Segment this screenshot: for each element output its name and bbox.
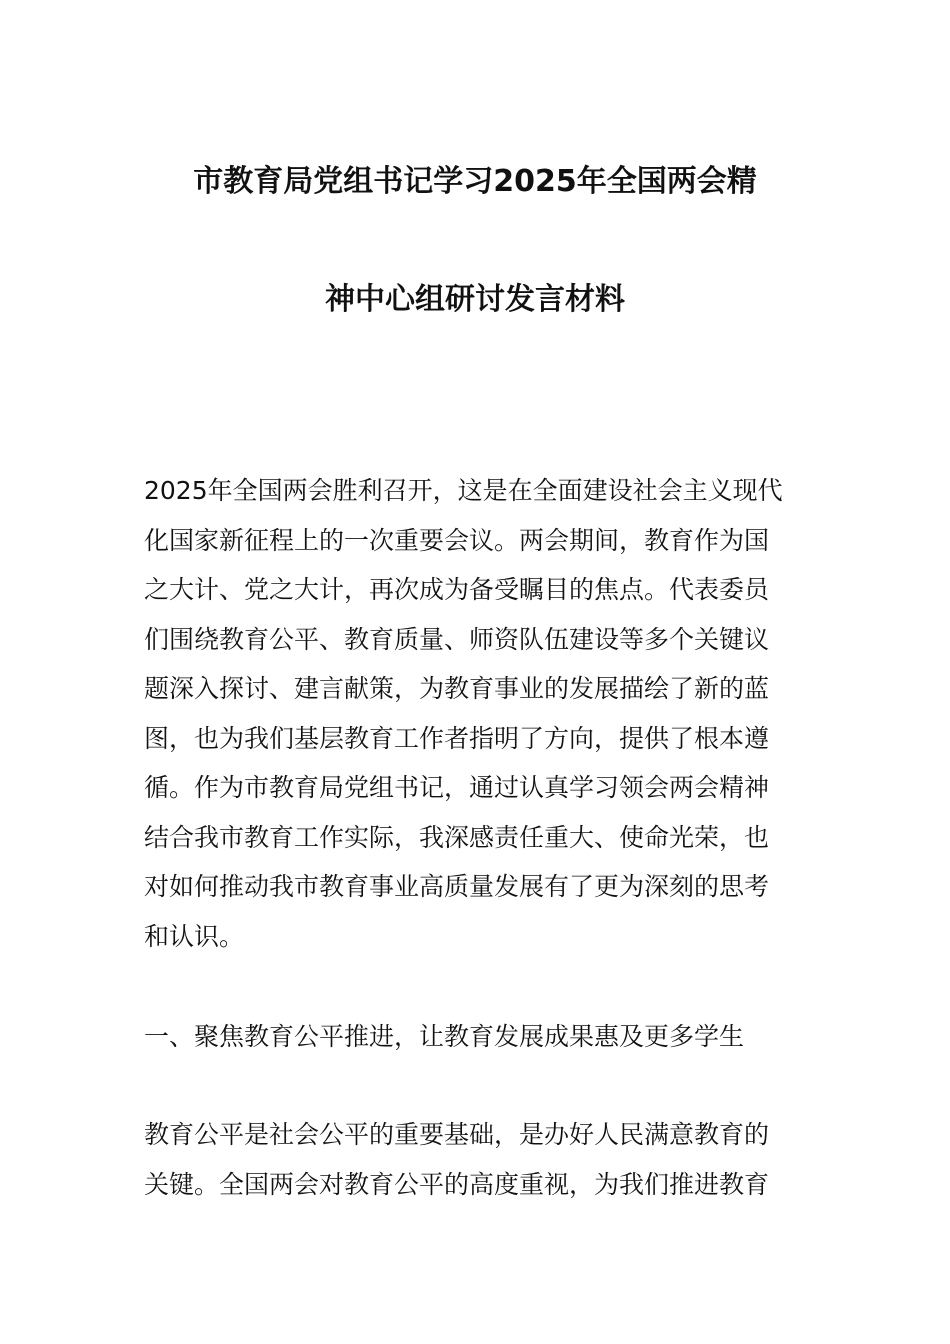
section-heading-1	[144, 1012, 809, 1062]
paragraph-line: 化国家新征程上的一次重要会议。两会期间，教育作为国	[144, 525, 770, 555]
document-title-line-2: 神中心组研讨发言材料	[325, 282, 625, 317]
paragraph-line: 2025年全国两会胜利召开，这是在全面建设社会主义现代	[144, 476, 783, 505]
section-heading-text: 一、聚焦教育公平推进，让教育发展成果惠及更多学生	[144, 1022, 745, 1051]
paragraph-line: 结合我市教育工作实际，我深感责任重大、使命光荣，也	[144, 822, 770, 852]
paragraph-line: 对如何推动我市教育事业高质量发展有了更为深刻的思考	[144, 872, 770, 901]
paragraph-line: 们围绕教育公平、教育质量、师资队伍建设等多个关键议	[144, 624, 770, 654]
document-title-line-1: 市教育局党组书记学习2025年全国两会精	[193, 164, 757, 199]
paragraph-line: 图，也为我们基层教育工作者指明了方向，提供了根本遵	[144, 723, 770, 753]
paragraph-line: 循。作为市教育局党组书记，通过认真学习领会两会精神	[144, 773, 770, 802]
paragraph-line: 之大计、党之大计，再次成为备受瞩目的焦点。代表委员	[144, 575, 770, 604]
paragraph-line: 教育公平是社会公平的重要基础，是办好人民满意教育的	[144, 1120, 770, 1149]
intro-paragraph	[144, 466, 809, 961]
paragraph-line: 和认识。	[144, 921, 245, 951]
section-1-paragraph	[144, 1110, 809, 1209]
paragraph-line: 题深入探讨、建言献策，为教育事业的发展描绘了新的蓝	[144, 674, 770, 703]
paragraph-line: 关键。全国两会对教育公平的高度重视，为我们推进教育	[144, 1169, 770, 1199]
